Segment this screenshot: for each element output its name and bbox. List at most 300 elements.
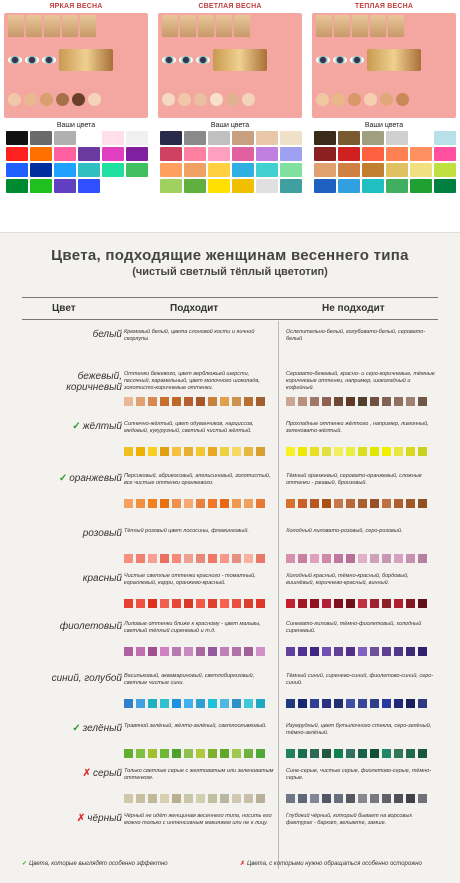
color-swatch	[208, 179, 230, 193]
color-swatch	[196, 699, 205, 708]
color-swatch	[244, 554, 253, 563]
color-swatch	[232, 499, 241, 508]
swatch-row	[286, 599, 427, 608]
color-swatch	[220, 499, 229, 508]
color-swatch	[338, 147, 360, 161]
color-swatch	[160, 163, 182, 177]
not-suits-text: Холодный красный, тёмно-красный, бордовый, вишнёвый, коричнево-красный, винный.	[286, 573, 409, 586]
not-suits-text: Холодный лиловато-розовый, серо-розовый.	[286, 528, 403, 534]
not-suits-text: Изумрудный, цвет бутылочного стекла, серо-зелёный, тёмно-зелёный.	[286, 723, 432, 736]
color-name: ✓ зелёный	[72, 723, 122, 734]
color-swatch	[220, 447, 229, 456]
color-swatch	[346, 447, 355, 456]
color-swatch	[410, 147, 432, 161]
color-swatch	[298, 499, 307, 508]
color-swatch	[382, 647, 391, 656]
color-swatch	[124, 397, 133, 406]
color-swatch	[54, 131, 76, 145]
suits-text: Травяной зелёный, жёлто-зелёный, светлооливковый.	[124, 723, 267, 729]
color-swatch	[406, 794, 415, 803]
color-swatch	[184, 749, 193, 758]
color-swatch	[148, 447, 157, 456]
swatch-row	[286, 554, 427, 563]
color-swatch	[256, 647, 265, 656]
color-swatch	[256, 794, 265, 803]
color-swatch	[394, 599, 403, 608]
color-swatch	[418, 749, 427, 758]
skin-tone-swatch	[72, 93, 85, 106]
swatch-row	[124, 499, 265, 508]
color-swatch	[160, 599, 169, 608]
color-swatch	[136, 499, 145, 508]
color-swatch	[334, 794, 343, 803]
color-name: фиолетовый	[59, 621, 122, 632]
color-swatch	[358, 397, 367, 406]
footer-good: ✓ Цвета, которые выглядят особенно эффектно	[22, 861, 168, 867]
your-colors-label: Ваши цвета	[56, 122, 96, 129]
color-swatch	[338, 179, 360, 193]
color-swatch	[406, 647, 415, 656]
color-swatch	[418, 499, 427, 508]
color-swatch	[434, 163, 456, 177]
color-swatch	[280, 179, 302, 193]
color-swatch	[310, 749, 319, 758]
color-swatch	[232, 749, 241, 758]
color-swatch	[370, 647, 379, 656]
color-swatch	[322, 554, 331, 563]
check-icon: ✓	[72, 421, 81, 432]
color-swatch	[6, 131, 28, 145]
color-swatch	[394, 397, 403, 406]
color-swatch	[322, 397, 331, 406]
color-swatch	[196, 499, 205, 508]
color-swatch	[358, 794, 367, 803]
color-swatch	[136, 599, 145, 608]
color-swatch	[298, 749, 307, 758]
color-swatch	[30, 147, 52, 161]
color-swatch	[358, 447, 367, 456]
doc-title: Цвета, подходящие женщинам весеннего типа	[51, 247, 409, 264]
color-swatch	[286, 749, 295, 758]
color-swatch	[220, 647, 229, 656]
check-icon: ✓	[58, 473, 68, 484]
color-swatch	[406, 699, 415, 708]
color-swatch	[358, 749, 367, 758]
color-swatch	[160, 794, 169, 803]
header-color: Цвет	[52, 303, 76, 314]
color-swatch	[346, 554, 355, 563]
color-swatch	[386, 179, 408, 193]
color-swatch	[418, 794, 427, 803]
color-swatch	[124, 447, 133, 456]
color-swatch	[160, 179, 182, 193]
color-swatch	[338, 131, 360, 145]
color-swatch	[126, 147, 148, 161]
color-swatch	[184, 179, 206, 193]
color-swatch	[184, 647, 193, 656]
color-swatch	[124, 599, 133, 608]
color-swatch	[126, 163, 148, 177]
color-swatch	[220, 599, 229, 608]
color-swatch	[124, 699, 133, 708]
swatch-row	[286, 749, 427, 758]
color-swatch	[322, 447, 331, 456]
your-colors-label: Ваши цвета	[210, 122, 250, 129]
color-swatch	[256, 147, 278, 161]
color-swatch	[322, 794, 331, 803]
color-swatch	[256, 447, 265, 456]
suits-text: Оттенки бежевого, цвет верблюжьей шерсти, песочный, карамельный, цвет молочного шоколада, золотисто-коричневые оттенки.	[124, 371, 260, 391]
color-name: бежевый, коричневый	[66, 371, 122, 393]
color-swatch	[346, 749, 355, 758]
color-swatch	[382, 599, 391, 608]
color-swatch	[298, 699, 307, 708]
skin-tone-swatch	[396, 93, 409, 106]
color-swatch	[124, 749, 133, 758]
color-swatch	[382, 397, 391, 406]
color-swatch	[394, 699, 403, 708]
color-swatch	[196, 397, 205, 406]
color-swatch	[184, 147, 206, 161]
color-swatch	[382, 699, 391, 708]
color-swatch	[310, 397, 319, 406]
color-swatch	[136, 794, 145, 803]
color-swatch	[136, 447, 145, 456]
color-swatch	[370, 599, 379, 608]
color-swatch	[54, 179, 76, 193]
color-swatch	[30, 179, 52, 193]
color-swatch	[298, 397, 307, 406]
color-swatch	[148, 647, 157, 656]
header-not-suits: Не подходит	[322, 303, 385, 314]
color-swatch	[362, 147, 384, 161]
color-swatch	[232, 147, 254, 161]
color-swatch	[136, 397, 145, 406]
color-swatch	[334, 554, 343, 563]
skin-tone-swatch	[348, 93, 361, 106]
color-swatch	[78, 147, 100, 161]
color-swatch	[160, 131, 182, 145]
color-swatch	[232, 179, 254, 193]
color-swatch	[298, 647, 307, 656]
color-swatch	[370, 447, 379, 456]
color-swatch	[434, 179, 456, 193]
color-swatch	[314, 179, 336, 193]
color-swatch	[334, 599, 343, 608]
suits-text: Лиловые оттенки ближе к красному - цвет мальвы, светлый тёплый сиреневый и т.д.	[124, 621, 261, 634]
check-icon: ✓	[72, 723, 81, 734]
suits-text: Персиковый, абрикосовый, апельсиновый, золотистый, все чистые оттенки оранжевого.	[124, 473, 271, 486]
color-swatch	[406, 749, 415, 758]
color-swatch	[280, 163, 302, 177]
color-swatch	[136, 647, 145, 656]
color-swatch	[232, 599, 241, 608]
color-swatch	[410, 163, 432, 177]
color-swatch	[394, 554, 403, 563]
color-swatch	[6, 163, 28, 177]
color-swatch	[406, 599, 415, 608]
color-swatch	[244, 647, 253, 656]
color-swatch	[102, 131, 124, 145]
color-swatch	[160, 147, 182, 161]
color-swatch	[370, 794, 379, 803]
panel-bright-spring	[2, 0, 150, 232]
color-swatch	[256, 499, 265, 508]
color-swatch	[362, 163, 384, 177]
color-swatch	[208, 647, 217, 656]
color-swatch	[172, 647, 181, 656]
swatch-grid	[314, 131, 456, 193]
color-swatch	[394, 499, 403, 508]
color-swatch	[136, 554, 145, 563]
color-swatch	[148, 499, 157, 508]
panel-light-spring	[156, 0, 304, 232]
color-swatch	[102, 147, 124, 161]
panel-title: СВЕТЛАЯ ВЕСНА	[198, 3, 262, 10]
skin-tone-swatch	[56, 93, 69, 106]
skin-tone-swatch	[162, 93, 175, 106]
swatch-row	[124, 794, 265, 803]
color-swatch	[298, 447, 307, 456]
color-table-document	[0, 232, 460, 883]
color-swatch	[418, 447, 427, 456]
color-swatch	[126, 179, 148, 193]
color-swatch	[244, 447, 253, 456]
color-swatch	[334, 397, 343, 406]
color-name: ✗ чёрный	[76, 813, 122, 824]
color-swatch	[244, 599, 253, 608]
color-swatch	[346, 397, 355, 406]
color-swatch	[322, 749, 331, 758]
color-swatch	[160, 699, 169, 708]
color-swatch	[370, 397, 379, 406]
not-suits-text: Тёмный оранжевый, серовато-оранжевый, сложные оттенки - ржавый, бронзовый.	[286, 473, 422, 486]
color-swatch	[196, 554, 205, 563]
color-swatch	[362, 179, 384, 193]
color-swatch	[184, 699, 193, 708]
color-swatch	[184, 397, 193, 406]
color-swatch	[346, 499, 355, 508]
color-swatch	[382, 749, 391, 758]
color-swatch	[418, 699, 427, 708]
color-swatch	[314, 147, 336, 161]
color-swatch	[310, 554, 319, 563]
color-swatch	[334, 749, 343, 758]
color-swatch	[338, 163, 360, 177]
suits-text: Только светлые серые с желтоватым или зеленоватым оттенком.	[124, 768, 274, 781]
swatch-row	[124, 397, 265, 406]
skin-tone-swatch	[242, 93, 255, 106]
color-swatch	[208, 163, 230, 177]
skin-tone-swatch	[316, 93, 329, 106]
color-swatch	[184, 599, 193, 608]
color-swatch	[208, 599, 217, 608]
color-swatch	[298, 599, 307, 608]
color-swatch	[220, 699, 229, 708]
color-swatch	[280, 147, 302, 161]
color-swatch	[314, 131, 336, 145]
pink-box	[4, 13, 148, 118]
color-swatch	[322, 599, 331, 608]
color-swatch	[434, 147, 456, 161]
swatch-row	[286, 397, 427, 406]
color-swatch	[184, 163, 206, 177]
palette-illustrations	[0, 0, 460, 232]
color-name: ✓ оранжевый	[58, 473, 122, 484]
color-swatch	[310, 447, 319, 456]
color-swatch	[184, 499, 193, 508]
color-swatch	[370, 749, 379, 758]
swatch-row	[286, 699, 427, 708]
color-swatch	[286, 647, 295, 656]
suits-text: Кремовый белый, цвета слоновой кости и яичной скорлупы	[124, 329, 255, 342]
not-suits-text: Ослепительно-белый, голубовато-белый, сероватo-белый	[286, 329, 426, 342]
color-swatch	[358, 554, 367, 563]
skin-tone-swatch	[194, 93, 207, 106]
swatch-row	[124, 749, 265, 758]
color-swatch	[298, 554, 307, 563]
color-swatch	[418, 647, 427, 656]
color-swatch	[30, 163, 52, 177]
color-swatch	[172, 397, 181, 406]
color-swatch	[220, 794, 229, 803]
color-swatch	[244, 499, 253, 508]
color-swatch	[334, 647, 343, 656]
swatch-row	[124, 554, 265, 563]
skin-tone-swatch	[88, 93, 101, 106]
cross-icon: ✗	[82, 768, 91, 779]
color-swatch	[322, 499, 331, 508]
color-swatch	[220, 554, 229, 563]
pink-box	[312, 13, 456, 118]
color-swatch	[346, 699, 355, 708]
color-swatch	[160, 647, 169, 656]
color-swatch	[406, 499, 415, 508]
color-name: красный	[82, 573, 122, 584]
color-swatch	[148, 794, 157, 803]
color-swatch	[124, 794, 133, 803]
not-suits-text: Прохладные оттенки жёлтого , например, лимонный, зеленовато-жёлтый.	[286, 421, 429, 434]
not-suits-text: Серовато-бежевый, красно- и серо-коричневые, тёмные коричневые оттенки, например, шоколадный и кофейный.	[286, 371, 435, 391]
color-swatch	[160, 749, 169, 758]
color-swatch	[256, 397, 265, 406]
suits-text: Васильковый, аквамариновый, светлобирюзовый, светлые чистые сини.	[124, 673, 255, 686]
color-swatch	[184, 447, 193, 456]
not-suits-text: Синевато-лиловый, тёмно-фиолетовый, холодный сиреневый.	[286, 621, 422, 634]
skin-tone-swatch	[40, 93, 53, 106]
color-swatch	[196, 447, 205, 456]
color-swatch	[394, 647, 403, 656]
cross-icon: ✗	[76, 813, 86, 824]
color-swatch	[244, 397, 253, 406]
color-swatch	[346, 794, 355, 803]
color-swatch	[208, 749, 217, 758]
color-name: ✓ жёлтый	[72, 421, 122, 432]
color-swatch	[382, 499, 391, 508]
color-swatch	[196, 794, 205, 803]
color-swatch	[196, 647, 205, 656]
color-swatch	[382, 447, 391, 456]
color-swatch	[322, 699, 331, 708]
swatch-row	[286, 447, 427, 456]
color-swatch	[394, 447, 403, 456]
color-swatch	[244, 699, 253, 708]
color-swatch	[410, 131, 432, 145]
color-swatch	[184, 794, 193, 803]
color-name: ✗ серый	[82, 768, 122, 779]
not-suits-text: Сине-серые, чистые серые, фиолетово-серые, тёмно-серые.	[286, 768, 432, 781]
color-swatch	[346, 599, 355, 608]
color-swatch	[370, 554, 379, 563]
color-swatch	[322, 647, 331, 656]
swatch-row	[124, 447, 265, 456]
swatch-row	[286, 794, 427, 803]
color-swatch	[220, 749, 229, 758]
color-swatch	[172, 749, 181, 758]
color-swatch	[124, 499, 133, 508]
skin-tone-swatch	[364, 93, 377, 106]
color-swatch	[406, 554, 415, 563]
color-swatch	[256, 179, 278, 193]
color-swatch	[208, 131, 230, 145]
color-swatch	[172, 499, 181, 508]
color-swatch	[208, 499, 217, 508]
color-swatch	[286, 499, 295, 508]
color-swatch	[244, 749, 253, 758]
color-swatch	[78, 179, 100, 193]
color-swatch	[418, 397, 427, 406]
swatch-grid	[160, 131, 302, 193]
color-swatch	[160, 554, 169, 563]
color-swatch	[286, 447, 295, 456]
panel-title: ЯРКАЯ ВЕСНА	[49, 3, 103, 10]
color-swatch	[148, 397, 157, 406]
color-swatch	[196, 599, 205, 608]
color-swatch	[418, 554, 427, 563]
color-swatch	[172, 699, 181, 708]
color-swatch	[78, 131, 100, 145]
color-swatch	[358, 599, 367, 608]
color-swatch	[394, 749, 403, 758]
color-swatch	[160, 447, 169, 456]
doc-subtitle: (чистый светлый тёплый цветотип)	[132, 266, 328, 278]
color-swatch	[208, 447, 217, 456]
swatch-row	[124, 599, 265, 608]
color-swatch	[232, 554, 241, 563]
color-swatch	[6, 179, 28, 193]
color-swatch	[310, 647, 319, 656]
color-swatch	[102, 163, 124, 177]
header-suits: Подходит	[170, 303, 219, 314]
skin-tone-swatch	[24, 93, 37, 106]
color-swatch	[208, 794, 217, 803]
color-swatch	[286, 699, 295, 708]
swatch-grid	[6, 131, 148, 193]
color-swatch	[160, 499, 169, 508]
color-swatch	[172, 599, 181, 608]
color-swatch	[172, 447, 181, 456]
color-swatch	[334, 699, 343, 708]
color-name: розовый	[82, 528, 122, 539]
color-swatch	[406, 447, 415, 456]
color-swatch	[208, 397, 217, 406]
color-swatch	[148, 749, 157, 758]
color-swatch	[184, 131, 206, 145]
color-swatch	[382, 794, 391, 803]
color-swatch	[232, 699, 241, 708]
color-swatch	[172, 554, 181, 563]
color-swatch	[286, 554, 295, 563]
